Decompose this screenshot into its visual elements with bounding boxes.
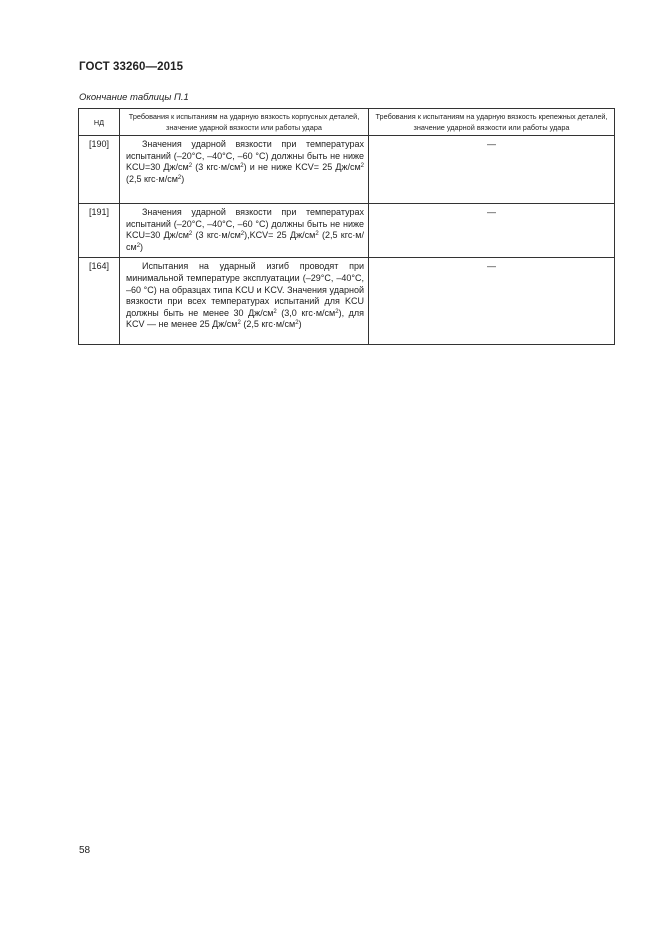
fasteners-requirement: —	[369, 136, 615, 204]
body-parts-requirement	[120, 136, 369, 204]
superscript: 2	[315, 231, 319, 238]
requirement-text: (3 кгс·м/см	[192, 230, 241, 241]
superscript: 2	[335, 308, 339, 315]
superscript: 2	[237, 320, 241, 327]
superscript: 2	[360, 163, 365, 170]
requirement-text: ), для KCV — не менее 25 Дж/см	[126, 307, 365, 330]
superscript: 2	[273, 308, 277, 315]
body-parts-requirement	[120, 204, 369, 258]
superscript: 2	[177, 174, 182, 181]
requirement-text: (3 кгс·м/см	[192, 162, 241, 173]
nd-reference: [164]	[79, 258, 120, 345]
requirement-text: )	[140, 241, 144, 252]
nd-reference: [191]	[79, 204, 120, 258]
table-row	[79, 136, 615, 204]
superscript: 2	[188, 163, 193, 170]
requirements-table	[78, 108, 615, 345]
table-row	[79, 258, 615, 345]
fasteners-requirement: —	[369, 258, 615, 345]
requirement-text: )	[181, 173, 185, 184]
superscript: 2	[240, 163, 244, 170]
page-number: 58	[79, 845, 91, 856]
requirement-text: Значения ударной вязкости при температурах испытаний (–20°С, –40°С, –60 °С) должны быть не ниже KCU=30 Дж/см	[126, 207, 364, 241]
requirement-text: )	[298, 319, 302, 330]
superscript: 2	[295, 320, 299, 327]
body-parts-requirement	[120, 258, 369, 345]
requirement-text: ),KCV= 25 Дж/см	[244, 230, 316, 241]
requirement-text: (2,5 кгс·м/см	[126, 230, 364, 252]
fasteners-requirement: —	[369, 204, 615, 258]
document-header: ГОСТ 33260—2015	[79, 61, 184, 73]
requirement-text: (2,5 кгс·м/см	[126, 173, 178, 184]
table-caption: Окончание таблицы П.1	[79, 92, 189, 103]
superscript: 2	[188, 231, 193, 238]
column-header-body-parts: Требования к испытаниям на ударную вязкость корпусных деталей, значение ударной вязкости или работы удара	[120, 109, 369, 136]
table-row	[79, 204, 615, 258]
requirement-text: (3,0 кгс·м/см	[276, 307, 336, 318]
table-header-row	[79, 109, 615, 136]
requirement-text: ) и не ниже KCV= 25 Дж/см	[243, 162, 361, 173]
column-header-fasteners: Требования к испытаниям на ударную вязкость крепежных деталей, значение ударной вязкости или работы удара	[369, 109, 615, 136]
column-header-nd: НД	[79, 109, 120, 136]
superscript: 2	[240, 231, 245, 238]
requirement-text: (2,5 кгс·м/см	[240, 319, 296, 330]
nd-reference: [190]	[79, 136, 120, 204]
requirement-text: Значения ударной вязкости при температурах испытаний (–20°С, –40°С, –60 °С) должны быть не ниже KCU=30 Дж/см	[126, 139, 364, 173]
requirement-text: Испытания на ударный изгиб проводят при минимальной температуре эксплуатации (–29°С, –40°С, –60 °С) на образцах типа KCU и KCV. Значения ударной вязкости при всех температурах испытаний для KCU должны быть не менее 30 Дж/см	[126, 261, 364, 318]
superscript: 2	[136, 242, 141, 249]
